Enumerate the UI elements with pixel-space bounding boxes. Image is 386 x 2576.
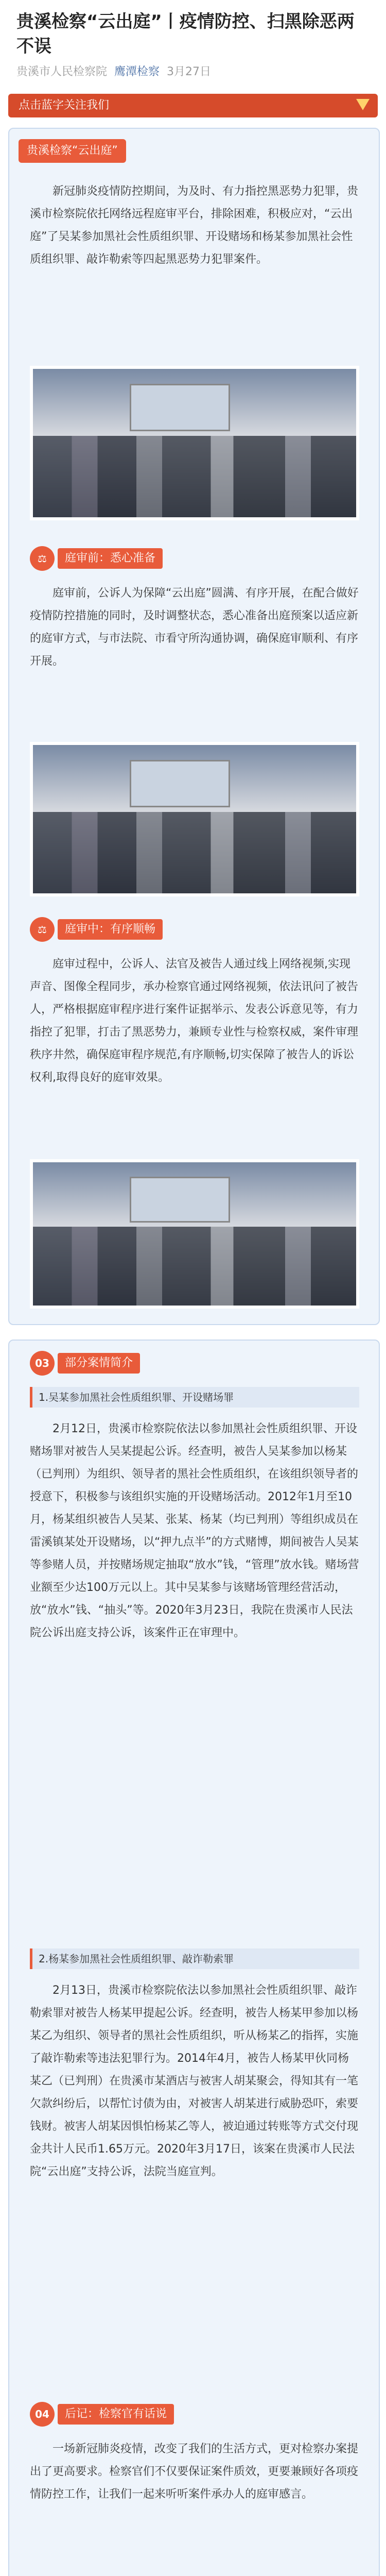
intro-paragraph: 新冠肺炎疫情防控期间，为及时、有力指控黑恶势力犯罪，贵溪市检察院依托网络远程庭审平台，排除困难，积极应对，“云出庭”了吴某参加黑社会性质组织罪、开设赌场和杨某参加黑社会性质组织罪、敲诈勒索等四起黑恶势力犯罪案件。 <box>30 185 359 266</box>
author-prefix: 贵溪市人民检察院 <box>16 65 108 78</box>
intro-card <box>8 128 380 1325</box>
afterword-paragraph: 一场新冠肺炎疫情，改变了我们的生活方式，更对检察办案提出了更高要求。检察官们不仅要保证案件质效，更要兼顾好各项疫情防控工作，让我们一起来听听案件承办人的庭审感言。 <box>30 2443 359 2501</box>
case2-heading: 2.杨某参加黑社会性质组织罪、敲诈勒索罪 <box>30 1948 359 1969</box>
section-number: 03 <box>30 1351 55 1376</box>
section-number: 04 <box>30 2402 55 2427</box>
courtroom-photo-2 <box>30 742 359 896</box>
article-meta <box>16 63 211 79</box>
follow-banner[interactable] <box>8 94 378 117</box>
trial-label: 庭审中：有序顺畅 <box>58 919 163 940</box>
intro-tag: 贵溪检察“云出庭” <box>19 139 126 163</box>
article-title: 贵溪检察“云出庭”丨疫情防控、扫黑除恶两不误 <box>16 11 355 57</box>
gavel-icon: ⚖ <box>30 917 55 942</box>
case1-paragraph: 2月12日，贵溪市检察院依法以参加黑社会性质组织罪、开设赌场罪对被告人吴某提起公诉。经查明，被告人吴某参加以杨某（已判刑）为组织、领导者的黑社会性质组织，在该组织领导者的授意下，积极参与该组织实施的开设赌场活动。2012年1月至10月，杨某组织被告人吴某、张某、杨某（均已判刑）等组织成员在雷溪镇某处开设赌场，以“押九点半”的方式赌博，期间被告人吴某等参赌人员，并按赌场规定抽取“放水”钱，“管理”放水钱。赌场营业额至少达100万元以上。其中吴某参与该赌场管理经营活动，放“放水”钱、“抽头”等。2020年3月23日，我院在贵溪市人民法院公诉出庭支持公诉，该案件正在审理中。 <box>30 1422 359 1639</box>
follow-label: 点击蓝字关注我们 <box>19 99 110 112</box>
prep-paragraph: 庭审前，公诉人为保障“云出庭”圆满、有序开展，在配合做好疫情防控措施的同时，及时调整状态，悉心准备出庭预案以适应新的庭审方式，与市法院、市看守所沟通协调，确保庭审顺利、有序开展。 <box>30 587 359 668</box>
courtroom-photo-1 <box>30 366 359 520</box>
case2-paragraph: 2月13日，贵溪市检察院依法以参加黑社会性质组织罪、敲诈勒索罪对被告人杨某甲提起公诉。经查明，被告人杨某甲参加以杨某乙为组织、领导者的黑社会性质组织，听从杨某乙的指挥，实施了敲诈勒索等违法犯罪行为。2014年4月，被告人杨某甲伙同杨某乙（已判刑）在贵溪市某酒店与被害人胡某聚会，得知其有一笔欠款纠纷后，以帮忙讨债为由，对被害人胡某进行威胁恐吓，索要钱财。被害人胡某因惧怕杨某乙等人，被迫通过转账等方式交付现金共计人民币1.65万元。2020年3月17日，该案在贵溪市人民法院“云出庭”支持公诉，法院当庭宣判。 <box>30 1984 359 2178</box>
case1-heading: 1.吴某参加黑社会性质组织罪、开设赌场罪 <box>30 1387 359 1408</box>
publish-date: 3月27日 <box>167 65 212 78</box>
cases-label: 部分案情简介 <box>58 1353 140 1374</box>
prep-label: 庭审前：悉心准备 <box>58 548 163 569</box>
courtroom-photo-3 <box>30 1159 359 1309</box>
trial-paragraph: 庭审过程中，公诉人、法官及被告人通过线上网络视频,实现声音、图像全程同步，承办检察官通过网络视频，依法讯问了被告人，严格根据庭审程序进行案件证据举示、发表公诉意见等，有力指控了犯罪，打击了黑恶势力，兼顾专业性与检察权威，案件审理秩序井然，确保庭审程序规范,有序顺畅,切实保障了被告人的诉讼权利,取得良好的庭审效果。 <box>30 958 359 1084</box>
gavel-icon: ⚖ <box>30 546 55 571</box>
arrow-down-icon <box>356 99 370 110</box>
afterword-label: 后记：检察官有话说 <box>58 2404 174 2425</box>
cases-card <box>8 1340 380 2576</box>
account-name-link[interactable]: 鹰潭检察 <box>114 65 160 78</box>
